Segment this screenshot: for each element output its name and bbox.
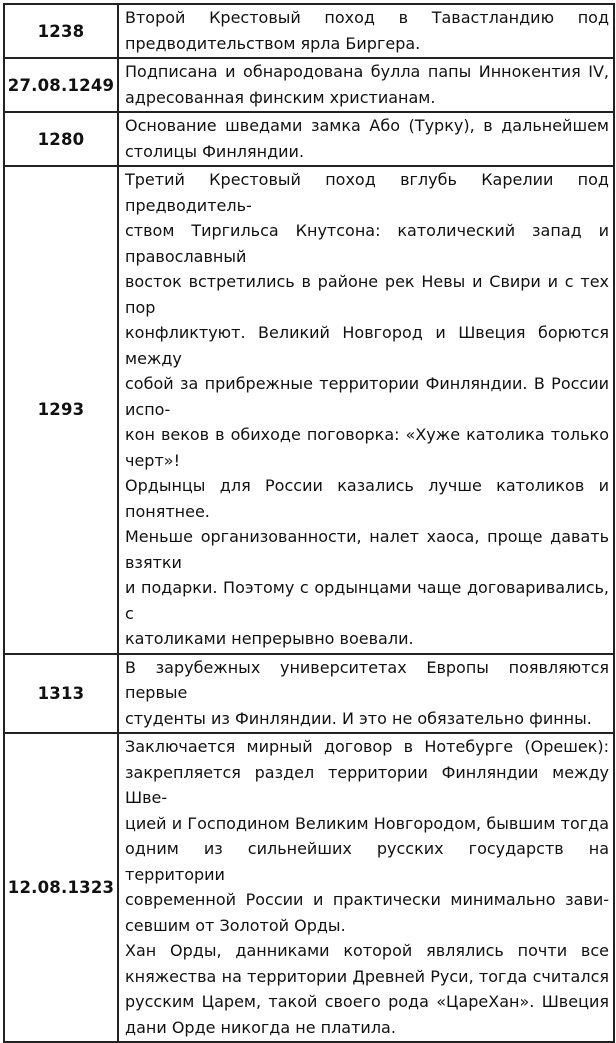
event-text-line: княжества на территории Древней Руси, тогда считался bbox=[125, 966, 609, 986]
event-text-line: студенты из Финляндии. И это не обязательно финны. bbox=[125, 708, 592, 728]
date-cell: 12.08.1323 bbox=[4, 733, 118, 1042]
event-text-line: восток встретились в районе рек Невы и Свири и с тех пор bbox=[125, 272, 609, 317]
event-text-line: Хан Орды, данниками которой являлись почти все bbox=[125, 941, 609, 960]
timeline-row bbox=[4, 112, 614, 166]
event-text-line: предводительством ярла Биргера. bbox=[125, 33, 421, 53]
event-text-line: русским Царем, такой своего рода «ЦареХан». Швеция bbox=[125, 992, 609, 1011]
event-text-line: закрепляется раздел территории Финляндии между Шве- bbox=[125, 762, 609, 807]
event-text-cell bbox=[118, 166, 614, 654]
event-text-line: и подарки. Поэтому с ордынцами чаще договаривались, с bbox=[125, 578, 609, 623]
event-text-line: кон веков в обиходе поговорка: «Хуже католика только черт»! bbox=[125, 425, 609, 470]
date-cell: 1280 bbox=[4, 112, 118, 166]
timeline-row bbox=[4, 58, 614, 112]
timeline-row bbox=[4, 166, 614, 654]
event-text-line: цией и Господином Великим Новгородом, бывшим тогда bbox=[125, 813, 609, 833]
event-text-line: столицы Финляндии. bbox=[125, 141, 305, 161]
event-text-cell bbox=[118, 58, 614, 112]
date-cell: 1238 bbox=[4, 4, 118, 58]
timeline-table bbox=[3, 3, 615, 1043]
event-text-line: Подписана и обнародована булла папы Иннокентия IV, bbox=[125, 62, 609, 81]
date-cell: 1293 bbox=[4, 166, 118, 654]
event-text-cell bbox=[118, 654, 614, 734]
event-text-line: католиками непрерывно воевали. bbox=[125, 629, 414, 648]
date-cell: 1313 bbox=[4, 654, 118, 734]
event-text-line: одним из сильнейших русских государств на территории bbox=[125, 839, 609, 884]
event-text-line: Основание шведами замка Або (Турку), в дальнейшем bbox=[125, 116, 609, 135]
timeline-row bbox=[4, 733, 614, 1042]
timeline-row bbox=[4, 654, 614, 734]
timeline-row bbox=[4, 4, 614, 58]
event-text-line: В зарубежных университетах Европы появляются первые bbox=[125, 657, 609, 702]
event-text-cell bbox=[118, 4, 614, 58]
event-text-line: севшим от Золотой Орды. bbox=[125, 915, 346, 935]
event-text-line: конфликтуют. Великий Новгород и Швеция борются между bbox=[125, 323, 609, 368]
date-cell: 27.08.1249 bbox=[4, 58, 118, 112]
event-text-line: собой за прибрежные территории Финляндии. В России испо- bbox=[125, 374, 609, 419]
event-text-line: Меньше организованности, налет хаоса, проще давать взятки bbox=[125, 527, 609, 572]
event-text-line: Ордынцы для России казались лучше католиков и понятнее. bbox=[125, 476, 609, 521]
event-text-cell bbox=[118, 733, 614, 1042]
event-text-cell bbox=[118, 112, 614, 166]
event-text-line: современной России и практически минимально зави- bbox=[125, 890, 609, 909]
event-text-line: дани Орде никогда не платила. bbox=[125, 1017, 396, 1037]
event-text-line: Третий Крестовый поход вглубь Карелии под предводитель- bbox=[125, 170, 609, 215]
event-text-line: Второй Крестовый поход в Тавастландию под bbox=[125, 8, 609, 27]
event-text-line: адресованная финским христианам. bbox=[125, 87, 436, 107]
event-text-line: Заключается мирный договор в Нотебурге (Орешек): bbox=[125, 737, 609, 756]
event-text-line: ством Тиргильса Кнутсона: католический запад и православный bbox=[125, 221, 609, 266]
